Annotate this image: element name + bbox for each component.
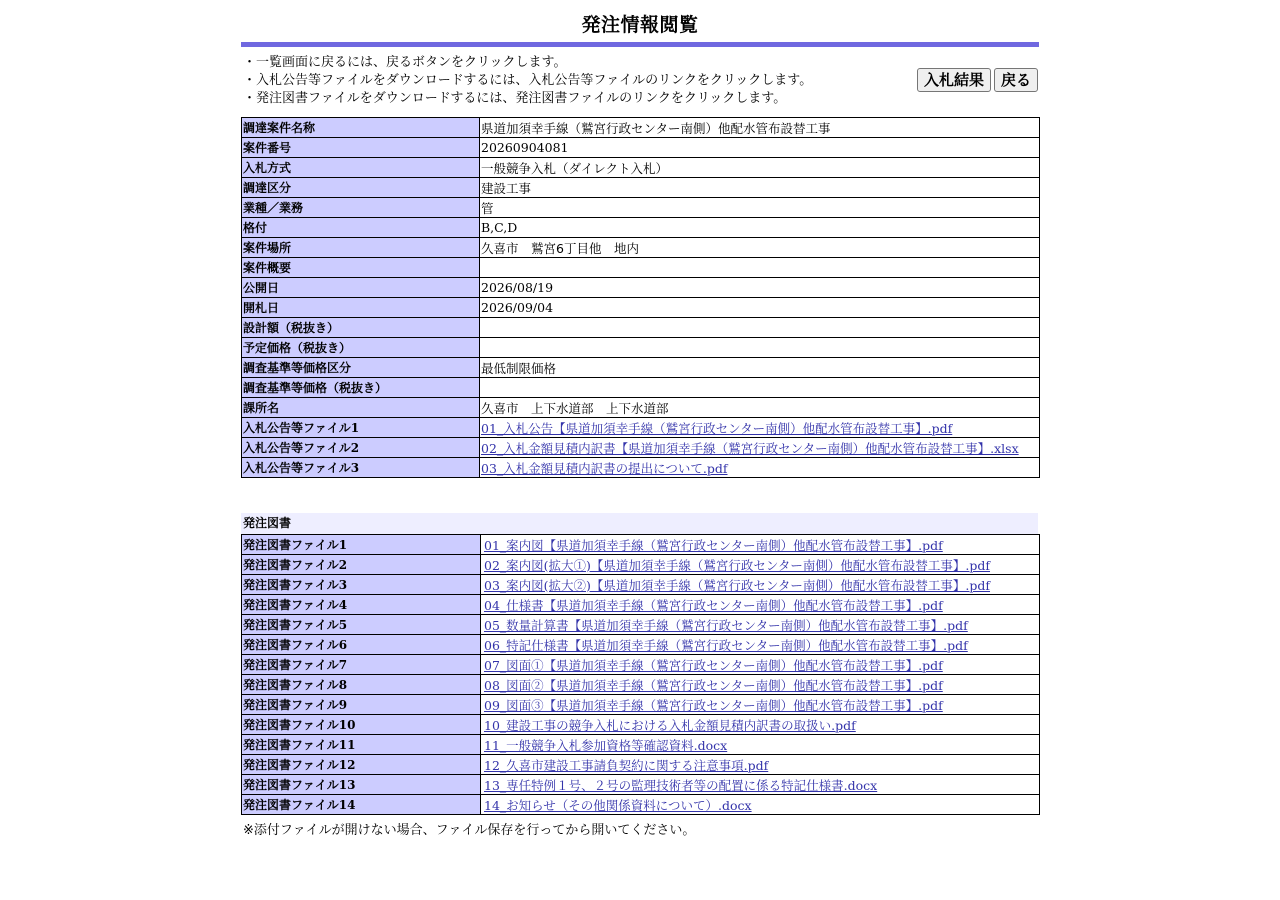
row-value	[481, 715, 1040, 735]
row-value: 2026/08/19	[480, 278, 1040, 298]
table-row	[242, 535, 1040, 555]
row-label: 課所名	[242, 398, 480, 418]
page-title: 発注情報閲覧	[581, 14, 699, 36]
row-value	[481, 775, 1040, 795]
table-row	[242, 438, 1040, 458]
table-row	[242, 655, 1040, 675]
row-value: 建設工事	[480, 178, 1040, 198]
table-row	[242, 615, 1040, 635]
table-row	[242, 298, 1040, 318]
bid-results-button[interactable]: 入札結果	[917, 68, 991, 92]
table-row	[242, 575, 1040, 595]
back-button[interactable]: 戻る	[994, 68, 1038, 92]
row-label: 入札公告等ファイル1	[242, 418, 480, 438]
drawing-file-link-7[interactable]: 07_図面①【県道加須幸手線（鷲宮行政センター南側）他配水管布設替工事】.pdf	[484, 657, 943, 673]
table-row	[242, 595, 1040, 615]
row-label: 案件番号	[242, 138, 480, 158]
row-label: 発注図書ファイル5	[242, 615, 481, 635]
main-content	[241, 0, 1039, 838]
row-label: 案件場所	[242, 238, 480, 258]
drawing-file-link-14[interactable]: 14_お知らせ（その他関係資料について）.docx	[484, 797, 752, 813]
row-value: B,C,D	[480, 218, 1040, 238]
row-value	[480, 378, 1040, 398]
table-row	[242, 318, 1040, 338]
row-value	[480, 458, 1040, 478]
row-label: 発注図書ファイル6	[242, 635, 481, 655]
row-label: 設計額（税抜き）	[242, 318, 480, 338]
row-label: 公開日	[242, 278, 480, 298]
row-value	[481, 695, 1040, 715]
row-label: 発注図書ファイル8	[242, 675, 481, 695]
bid-notice-file-link-3[interactable]: 03_入札金額見積内訳書の提出について.pdf	[481, 460, 728, 476]
row-value	[481, 795, 1040, 815]
row-value	[480, 418, 1040, 438]
drawing-file-link-9[interactable]: 09_図面③【県道加須幸手線（鷲宮行政センター南側）他配水管布設替工事】.pdf	[484, 697, 943, 713]
row-value: 20260904081	[480, 138, 1040, 158]
row-label: 発注図書ファイル3	[242, 575, 481, 595]
attachment-note: ※添付ファイルが開けない場合、ファイル保存を行ってから開いてください。	[243, 823, 696, 838]
row-value	[480, 258, 1040, 278]
row-value: 県道加須幸手線（鷲宮行政センター南側）他配水管布設替工事	[480, 118, 1040, 138]
row-label: 調査基準等価格（税抜き）	[242, 378, 480, 398]
table-row	[242, 735, 1040, 755]
row-label: 業種／業務	[242, 198, 480, 218]
row-value	[481, 635, 1040, 655]
row-value	[481, 555, 1040, 575]
row-label: 開札日	[242, 298, 480, 318]
instruction-item: ・入札公告等ファイルをダウンロードするには、入札公告等ファイルのリンクをクリックします。	[243, 73, 813, 88]
table-row	[242, 555, 1040, 575]
table-row	[242, 635, 1040, 655]
drawings-section-heading: 発注図書	[241, 513, 1038, 534]
table-row	[242, 695, 1040, 715]
table-row	[242, 378, 1040, 398]
row-value: 2026/09/04	[480, 298, 1040, 318]
row-value	[481, 535, 1040, 555]
row-value: 久喜市 鷲宮6丁目他 地内	[480, 238, 1040, 258]
row-label: 入札方式	[242, 158, 480, 178]
instructions-list	[243, 54, 812, 108]
row-label: 発注図書ファイル1	[242, 535, 481, 555]
row-label: 調達案件名称	[242, 118, 480, 138]
row-label: 発注図書ファイル7	[242, 655, 481, 675]
table-row	[242, 118, 1040, 138]
table-row	[242, 258, 1040, 278]
row-label: 発注図書ファイル14	[242, 795, 481, 815]
drawing-file-link-8[interactable]: 08_図面②【県道加須幸手線（鷲宮行政センター南側）他配水管布設替工事】.pdf	[484, 677, 943, 693]
table-row	[242, 158, 1040, 178]
row-value	[481, 575, 1040, 595]
row-label: 入札公告等ファイル3	[242, 458, 480, 478]
drawing-file-link-13[interactable]: 13_専任特例１号、２号の監理技術者等の配置に係る特記仕様書.docx	[484, 777, 878, 793]
row-label: 格付	[242, 218, 480, 238]
instruction-item: ・発注図書ファイルをダウンロードするには、発注図書ファイルのリンクをクリックします。	[243, 91, 787, 106]
row-value: 久喜市 上下水道部 上下水道部	[480, 398, 1040, 418]
row-label: 発注図書ファイル9	[242, 695, 481, 715]
row-label: 予定価格（税抜き）	[242, 338, 480, 358]
row-value	[481, 755, 1040, 775]
row-value	[481, 655, 1040, 675]
row-label: 発注図書ファイル10	[242, 715, 481, 735]
row-label: 発注図書ファイル11	[242, 735, 481, 755]
drawings-table	[241, 534, 1040, 815]
row-label: 発注図書ファイル13	[242, 775, 481, 795]
drawing-file-link-2[interactable]: 02_案内図(拡大①)【県道加須幸手線（鷲宮行政センター南側）他配水管布設替工事】.pdf	[484, 557, 991, 573]
button-group	[917, 68, 1038, 92]
row-label: 入札公告等ファイル2	[242, 438, 480, 458]
drawing-file-link-3[interactable]: 03_案内図(拡大②)【県道加須幸手線（鷲宮行政センター南側）他配水管布設替工事】.pdf	[484, 577, 991, 593]
help-area	[241, 47, 1039, 117]
table-row	[242, 218, 1040, 238]
row-value: 管	[480, 198, 1040, 218]
table-row	[242, 418, 1040, 438]
table-row	[242, 358, 1040, 378]
table-row	[242, 178, 1040, 198]
row-value: 最低制限価格	[480, 358, 1040, 378]
table-row	[242, 795, 1040, 815]
row-value	[481, 675, 1040, 695]
row-label: 調達区分	[242, 178, 480, 198]
table-row	[242, 755, 1040, 775]
drawing-file-link-5[interactable]: 05_数量計算書【県道加須幸手線（鷲宮行政センター南側）他配水管布設替工事】.pdf	[484, 617, 968, 633]
row-label: 案件概要	[242, 258, 480, 278]
case-info-table	[241, 117, 1040, 478]
table-row	[242, 198, 1040, 218]
drawing-file-link-4[interactable]: 04_仕様書【県道加須幸手線（鷲宮行政センター南側）他配水管布設替工事】.pdf	[484, 597, 943, 613]
bid-notice-file-link-2[interactable]: 02_入札金額見積内訳書【県道加須幸手線（鷲宮行政センター南側）他配水管布設替工事】.xlsx	[481, 440, 1019, 456]
row-label: 発注図書ファイル4	[242, 595, 481, 615]
table-row	[242, 458, 1040, 478]
table-row	[242, 398, 1040, 418]
row-value	[481, 615, 1040, 635]
table-row	[242, 238, 1040, 258]
bid-notice-file-link-1[interactable]: 01_入札公告【県道加須幸手線（鷲宮行政センター南側）他配水管布設替工事】.pdf	[481, 420, 953, 436]
table-row	[242, 278, 1040, 298]
row-value: 一般競争入札（ダイレクト入札）	[480, 158, 1040, 178]
drawing-file-link-6[interactable]: 06_特記仕様書【県道加須幸手線（鷲宮行政センター南側）他配水管布設替工事】.pdf	[484, 637, 968, 653]
drawing-file-link-1[interactable]: 01_案内図【県道加須幸手線（鷲宮行政センター南側）他配水管布設替工事】.pdf	[484, 537, 943, 553]
table-row	[242, 775, 1040, 795]
instruction-item: ・一覧画面に戻るには、戻るボタンをクリックします。	[243, 55, 567, 70]
table-row	[242, 675, 1040, 695]
row-value	[481, 735, 1040, 755]
table-row	[242, 338, 1040, 358]
table-row	[242, 138, 1040, 158]
drawing-file-link-10[interactable]: 10_建設工事の競争入札における入札金額見積内訳書の取扱い.pdf	[484, 717, 856, 733]
table-row	[242, 715, 1040, 735]
row-value	[480, 338, 1040, 358]
row-value	[481, 595, 1040, 615]
row-label: 発注図書ファイル12	[242, 755, 481, 775]
drawing-file-link-11[interactable]: 11_一般競争入札参加資格等確認資料.docx	[484, 737, 728, 753]
row-value	[480, 438, 1040, 458]
row-value	[480, 318, 1040, 338]
row-label: 発注図書ファイル2	[242, 555, 481, 575]
drawing-file-link-12[interactable]: 12_久喜市建設工事請負契約に関する注意事項.pdf	[484, 757, 769, 773]
row-label: 調査基準等価格区分	[242, 358, 480, 378]
